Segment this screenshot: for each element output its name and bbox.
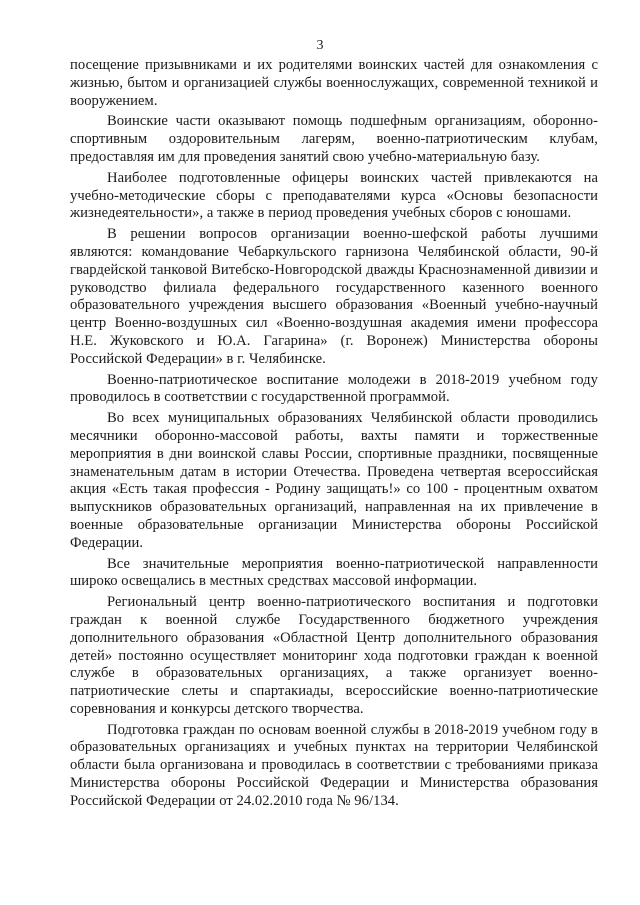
paragraph-5: Военно-патриотическое воспитание молодежи в 2018-2019 учебном году проводилось в соответствии с государственной программой. — [70, 371, 598, 406]
paragraph-4: В решении вопросов организации военно-шефской работы лучшими являются: командование Чебаркульского гарнизона Челябинской области, 90-й гвардейской танковой Витебско-Новгородской дважды Краснознаменной дивизии и руководство филиала федерального государственного казенного военного образовательного учреждения высшего образования «Военный учебно-научный центр Военно-воздушных сил «Военно-воздушная академия имени профессора Н.Е. Жуковского и Ю.А. Гагарина» (г. Воронеж) Министерства обороны Российской Федерации» в г. Челябинске. — [70, 226, 598, 367]
page-number: 3 — [316, 38, 324, 53]
paragraph-2: Воинские части оказывают помощь подшефным организациям, оборонно-спортивным оздоровительным лагерям, военно-патриотическим клубам, предоставляя им для проведения занятий свою учебно-материальную базу. — [70, 113, 598, 165]
document-body — [70, 57, 598, 814]
paragraph-9: Подготовка граждан по основам военной службы в 2018-2019 учебном году в образовательных организациях и учебных пунктах на территории Челябинской области была организована и проводилась в соответствии с требованиями приказа Министерства обороны Российской Федерации и Министерства образования Российской Федерации от 24.02.2010 года № 96/134. — [70, 721, 598, 809]
paragraph-1: посещение призывниками и их родителями воинских частей для ознакомления с жизнью, бытом и организацией службы военнослужащих, современной техникой и вооружением. — [70, 57, 598, 109]
paragraph-6: Во всех муниципальных образованиях Челябинской области проводились месячники оборонно-массовой работы, вахты памяти и торжественные мероприятия в дни воинской славы России, спортивные праздники, посвященные знаменательным датам в истории Отечества. Проведена четвертая всероссийская акция «Есть такая профессия - Родину защищать!» со 100 - процентным охватом выпускников образовательных организаций, направленная на их привлечение в военные образовательные организации Министерства обороны Российской Федерации. — [70, 410, 598, 551]
paragraph-8: Региональный центр военно-патриотического воспитания и подготовки граждан к военной службе Государственного бюджетного учреждения дополнительного образования «Областной Центр дополнительного образования детей» постоянно осуществляет мониторинг хода подготовки граждан к военной службе в образовательных организациях, а также организует военно-патриотические слеты и спартакиады, всероссийские военно-патриотические соревнования и конкурсы детского творчества. — [70, 594, 598, 717]
paragraph-7: Все значительные мероприятия военно-патриотической направленности широко освещались в местных средствах массовой информации. — [70, 555, 598, 590]
paragraph-3: Наиболее подготовленные офицеры воинских частей привлекаются на учебно-методические сборы с преподавателями курса «Основы безопасности жизнедеятельности», а также в период проведения учебных сборов с юношами. — [70, 169, 598, 222]
